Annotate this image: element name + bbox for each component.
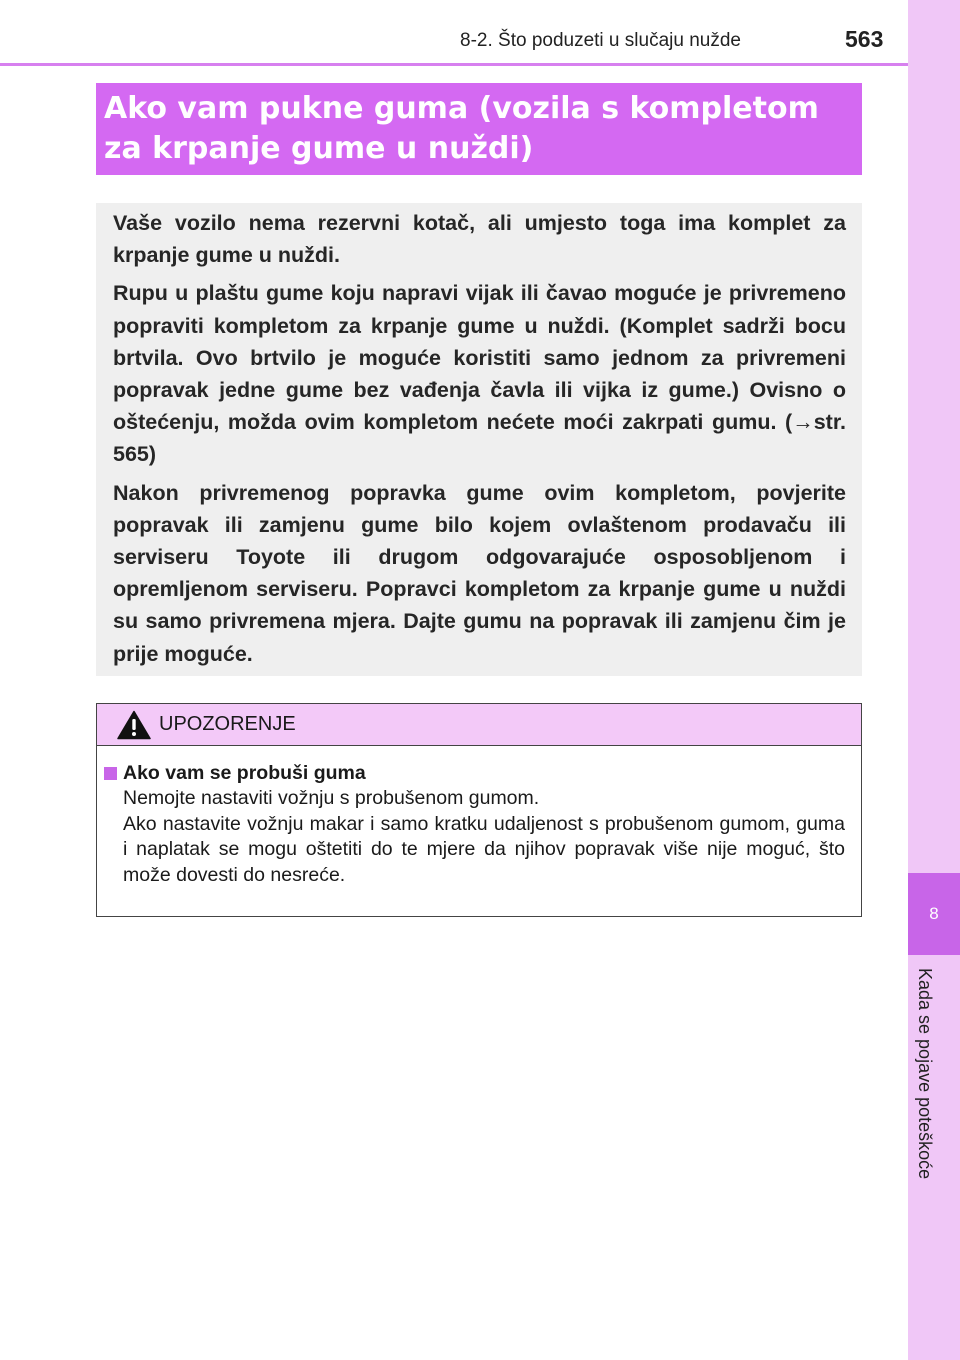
intro-paragraph: Nakon privremenog popravka gume ovim kompletom, povjerite popravak ili zamjenu gume bilo kojem ovlaštenom prodavaču ili serviseru Toyote ili drugom odgovarajuće osposobljenom i opremljenom serviseru. Popravci kompletom za krpanje gume u nuždi su samo privremena mjera. Dajte gumu na popravak ili zamjenu čim je prije moguće. (113, 480, 846, 666)
warning-title: UPOZORENJE (159, 713, 296, 735)
warning-header (97, 704, 861, 746)
chapter-number-tab[interactable]: 8 (908, 873, 960, 955)
warning-text: Ako nastavite vožnju makar i samo kratku udaljenost s probušenom gumom, guma i naplatak se mogu oštetiti do te mjere da njihov popravak više nije moguć, što može dovesti do nesreće. (123, 812, 845, 886)
warning-box (96, 703, 862, 917)
title-bar (96, 83, 862, 175)
intro-box (96, 203, 862, 676)
page-title: Ako vam pukne guma (vozila s kompletom za krpanje gume u nuždi) (104, 91, 819, 166)
square-bullet-icon (104, 767, 117, 780)
warning-body (97, 746, 861, 888)
intro-paragraph: Vaše vozilo nema rezervni kotač, ali umjesto toga ima komplet za krpanje gume u nuždi. (113, 211, 846, 268)
warning-triangle-icon (117, 710, 151, 740)
page-number: 563 (845, 26, 884, 52)
intro-paragraph: Rupu u plaštu gume koju napravi vijak ili čavao moguće je privremeno popraviti kompletom za krpanje gume u nuždi. (Komplet sadrži bocu brtvila. Ovo brtvilo je moguće koristiti samo jednom za privremeni popravak jedne gume bez vađenja čavla ili vijka iz gume.) Ovisno o oštećenju, možda ovim kompletom nećete moći zakrpati gumu. (→str. 565) (113, 281, 846, 467)
chapter-title: Kada se pojave poteškoće (915, 968, 935, 1180)
section-heading: 8-2. Što poduzeti u slučaju nužde (460, 30, 741, 51)
warning-text: Nemojte nastaviti vožnju s probušenom gumom. (123, 787, 540, 809)
warning-subheading (104, 760, 845, 786)
header-divider (0, 63, 908, 66)
warning-subheading-text: Ako vam se probuši guma (123, 762, 366, 784)
